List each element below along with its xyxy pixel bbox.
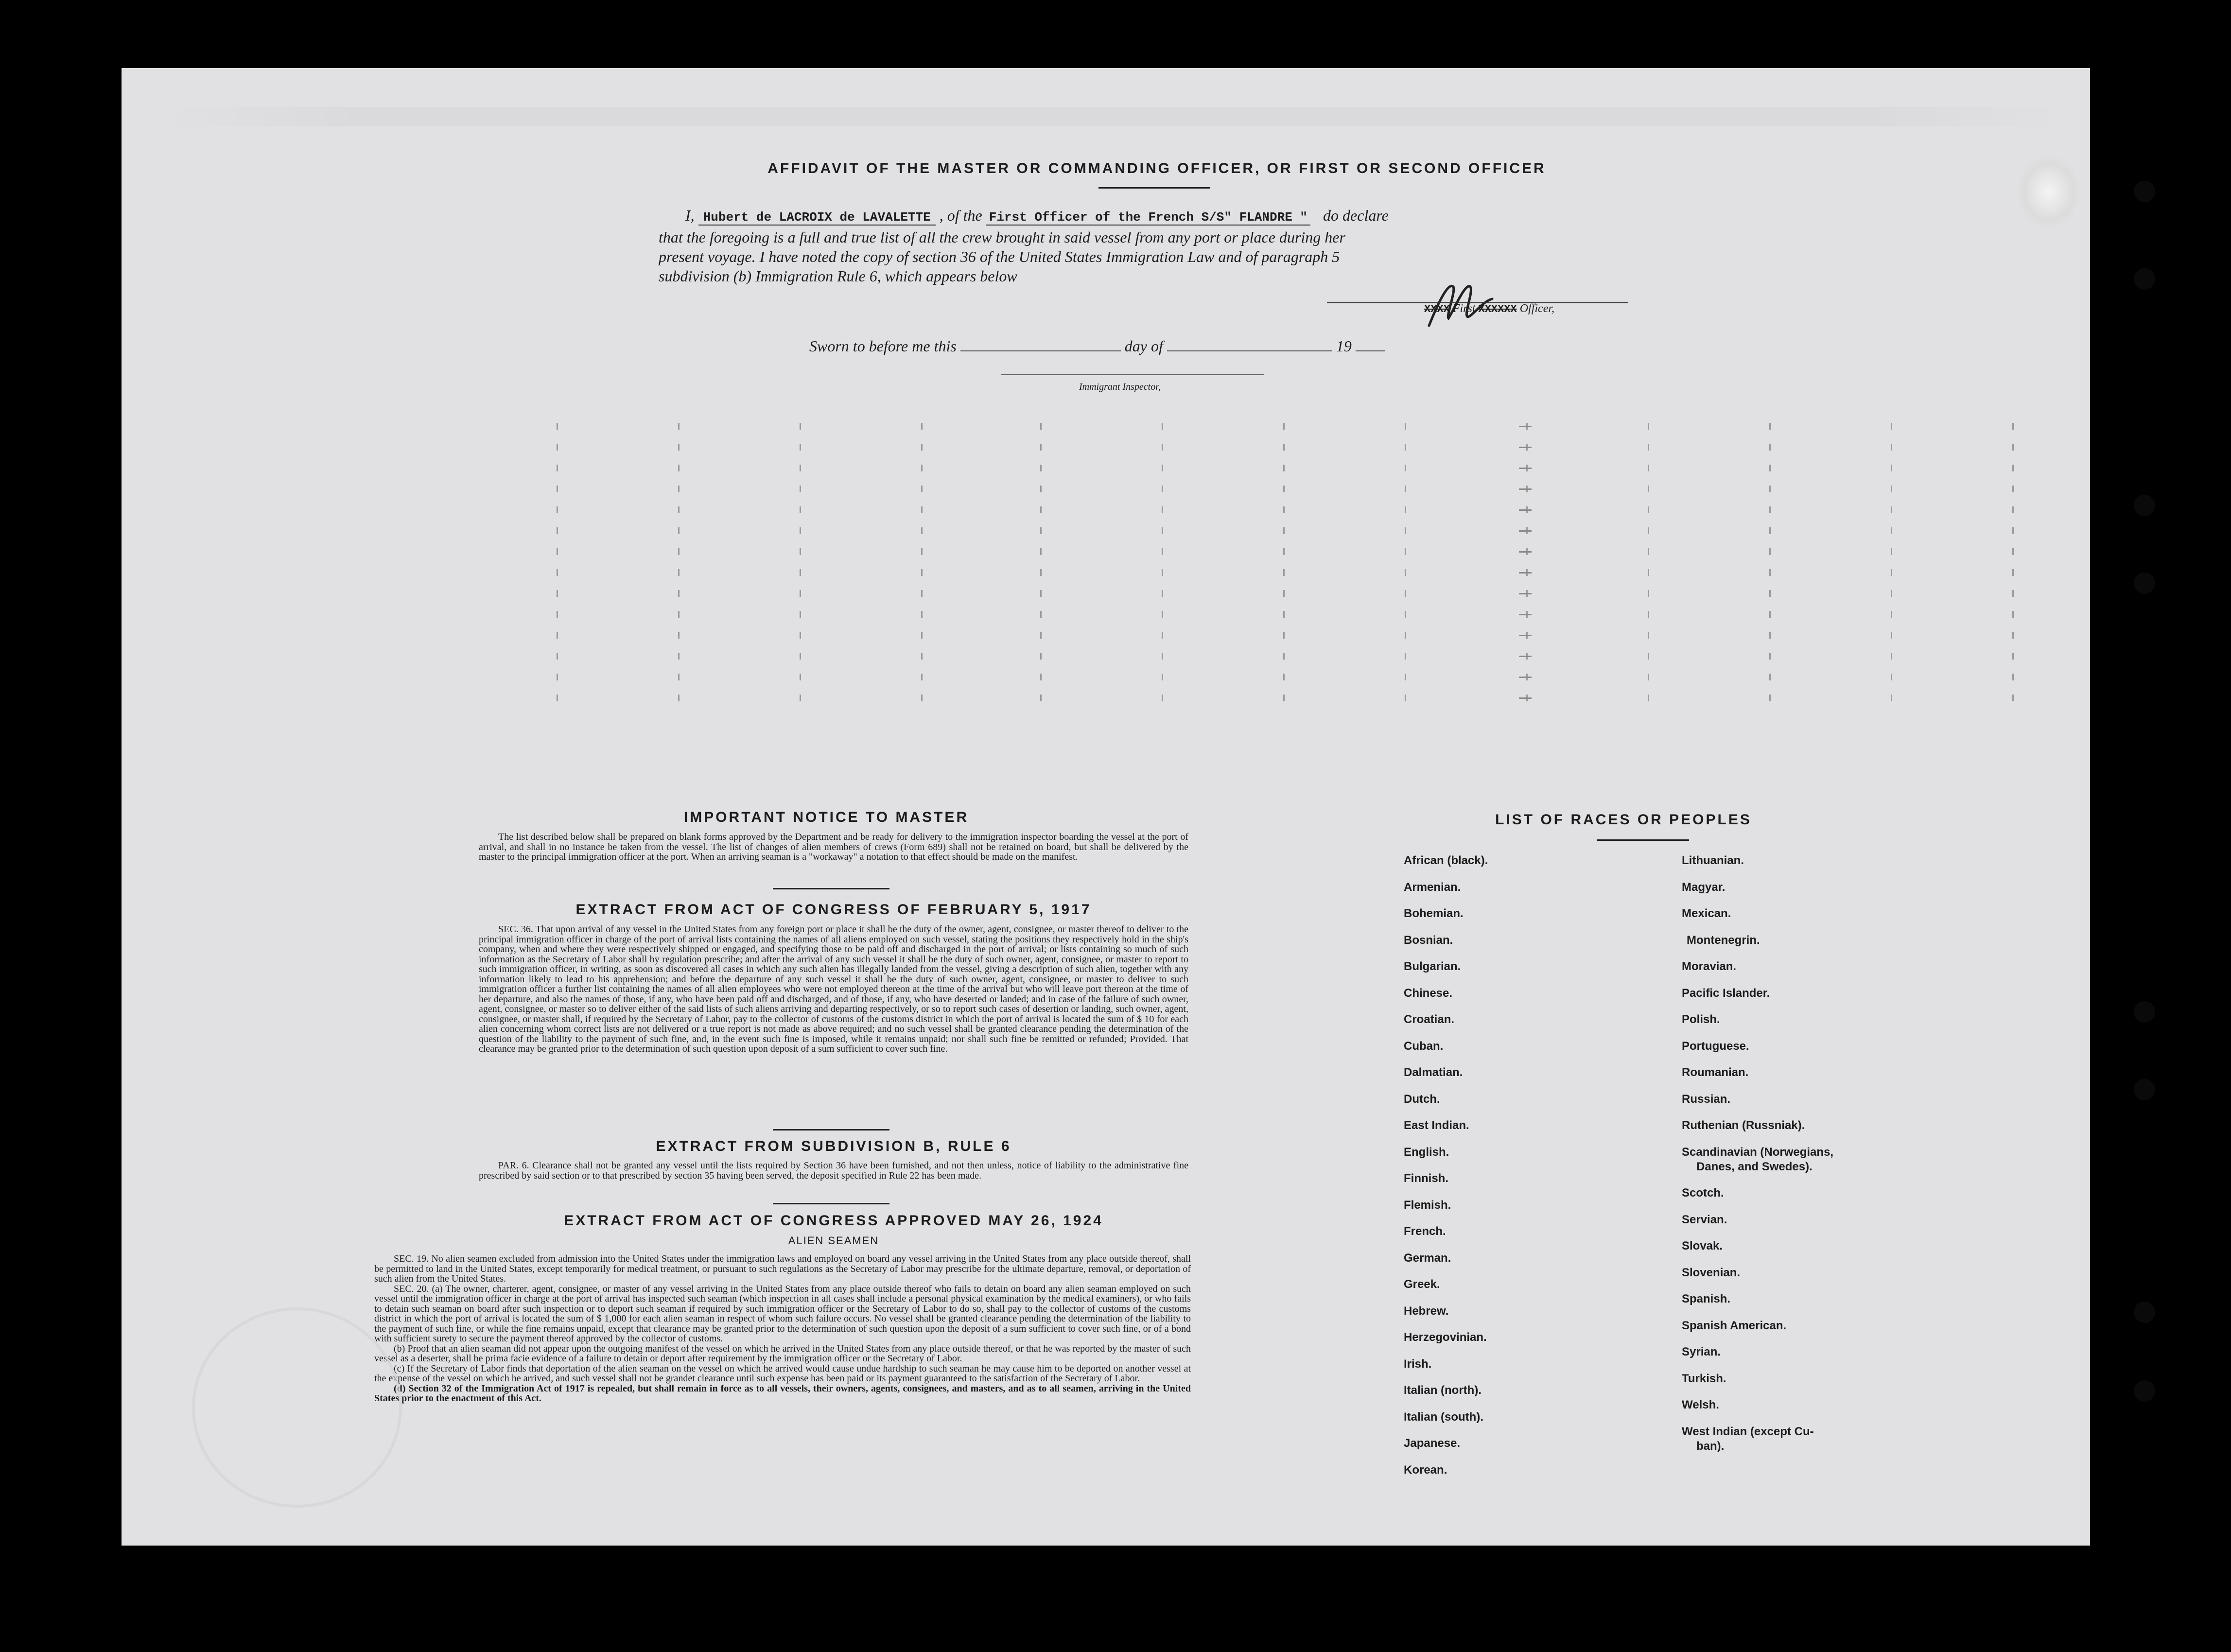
manifest-tick: [678, 423, 680, 430]
extract-1917-text: SEC. 36. That upon arrival of any vessel in the United States from any foreign port or place it shall be the duty of the owner, agent, consignee, or master thereof to deliver to the principal immigration officer in charge of the port of arrival lists containing the names of all aliens employed on such vessel, stating the positions they respectively hold in the ship's company, when and where they were respectively shipped or engaged, and specifying those to be paid off and discharged in the port of arrival; or lists containing so much of such information as the Secretary of Labor shall by regulation prescribe; and after the arrival of any such vessel it shall be the duty of such owner, agent, consignee, or master to report to such immigration officer, in writing, as soon as discovered all cases in which any such alien has illegally landed from the vessel, giving a description of such alien, together with any information likely to lead to his apprehension; and before the departure of any such vessel it shall be the duty of such owner, agent, consignee, or master to deliver to such immigration officer a further list containing the names of all alien employees who were not employed thereon at the time of the arrival but who will leave port thereon at the time of her departure, and also the names of those, if any, who have been paid off and discharged, and of those, if any, who have deserted or landed; and in case of the failure of such owner, agent, consignee, or master so to deliver either of the said lists of such aliens arriving and departing respectively, or so to report such cases of desertion or landing, such owner, agent, consignee, or master shall, if required by the Secretary of Labor, pay to the collector of customs of the customs district in which the port of arrival is located the sum of $ 10 for each alien concerning whom correct lists are not delivered or a true report is not made as above required; and no such vessel shall be granted clearance pending the determination of the question of the liability to the payment of such fine, and, in the event such fine is imposed, while it remains unpaid; nor shall such fine be remitted or refunded; Provided. That clearance may be granted prior to the determination of such question upon deposit of a sum sufficient to cover such fine.: [479, 924, 1188, 1054]
manifest-tick: [678, 569, 680, 576]
manifest-tick: [1283, 674, 1285, 680]
manifest-tick: [1283, 632, 1285, 639]
struck-word-1: XXXX: [1424, 303, 1450, 315]
manifest-tick: [1040, 590, 1042, 597]
extract-1924-subtitle: ALIEN SEAMEN: [788, 1235, 879, 1247]
manifest-tick: [921, 590, 923, 597]
manifest-tick: [2012, 611, 2014, 618]
manifest-tick: [1405, 695, 1406, 701]
race-item: Hebrew.: [1404, 1304, 1449, 1318]
manifest-tick: [800, 486, 801, 492]
manifest-tick: [1405, 632, 1406, 639]
manifest-tick: [1891, 653, 1892, 660]
manifest-tick: [1769, 695, 1771, 701]
manifest-tick: [1769, 444, 1771, 451]
manifest-tick: [1405, 674, 1406, 680]
manifest-tick: [800, 632, 801, 639]
manifest-tick: [1162, 527, 1163, 534]
manifest-tick: [557, 548, 558, 555]
manifest-tick: [1283, 527, 1285, 534]
manifest-tick: [800, 569, 801, 576]
race-item: Spanish.: [1682, 1292, 1731, 1305]
manifest-tick: [1405, 611, 1406, 618]
manifest-tick: [678, 548, 680, 555]
manifest-dash: [1519, 426, 1532, 427]
manifest-tick: [557, 486, 558, 492]
manifest-tick: [557, 444, 558, 451]
race-item: Scotch.: [1682, 1186, 1724, 1200]
manifest-tick: [1283, 611, 1285, 618]
manifest-tick: [678, 653, 680, 660]
race-item: Portuguese.: [1682, 1039, 1749, 1053]
race-item: Italian (north).: [1404, 1384, 1482, 1397]
manifest-tick: [1162, 674, 1163, 680]
manifest-tick: [921, 486, 923, 492]
manifest-tick: [1283, 506, 1285, 513]
notice-title: IMPORTANT NOTICE TO MASTER: [683, 809, 969, 825]
manifest-dash: [1519, 593, 1532, 594]
manifest-tick: [678, 590, 680, 597]
manifest-tick: [921, 423, 923, 430]
manifest-tick: [1648, 569, 1649, 576]
manifest-tick: [1648, 486, 1649, 492]
manifest-tick: [1769, 590, 1771, 597]
manifest-tick: [921, 465, 923, 471]
manifest-tick: [1648, 653, 1649, 660]
manifest-tick: [678, 527, 680, 534]
manifest-tick: [1405, 569, 1406, 576]
affidavit-line-2: that the foregoing is a full and true list of all the crew brought in said vessel from any port or place during her: [659, 228, 1345, 246]
manifest-dash: [1519, 447, 1532, 448]
manifest-tick: [557, 423, 558, 430]
manifest-tick: [1648, 674, 1649, 680]
manifest-tick: [1891, 548, 1892, 555]
manifest-tick: [2012, 674, 2014, 680]
race-item: Bosnian.: [1404, 933, 1453, 947]
struck-word-2: XXXXXX: [1478, 303, 1517, 315]
manifest-tick: [557, 653, 558, 660]
manifest-tick: [1162, 444, 1163, 451]
extract-1924-p1: SEC. 19. No alien seamen excluded from admission into the United States under the immigration laws and employed on board any vessel arriving in the United States from any place outside thereof, shall be permitted to land in the United States, except temporarily for medical treatment, or pursuant to such regulations as the Secretary of Labor may prescribe for the ultimate departure, removal, or deportation of such alien from the United States.: [374, 1253, 1191, 1284]
manifest-tick: [557, 695, 558, 701]
manifest-tick: [1648, 590, 1649, 597]
manifest-tick: [921, 653, 923, 660]
manifest-tick: [2012, 506, 2014, 513]
manifest-tick: [1283, 465, 1285, 471]
manifest-dash: [1519, 530, 1532, 532]
manifest-tick: [557, 590, 558, 597]
officer-first: First: [1452, 302, 1476, 315]
race-item: East Indian.: [1404, 1119, 1469, 1132]
race-item: Dutch.: [1404, 1092, 1440, 1106]
manifest-tick: [1648, 632, 1649, 639]
manifest-dash: [1519, 614, 1532, 615]
manifest-tick: [1648, 548, 1649, 555]
manifest-tick: [1891, 674, 1892, 680]
manifest-tick: [2012, 569, 2014, 576]
manifest-tick: [678, 611, 680, 618]
manifest-tick: [2012, 423, 2014, 430]
manifest-tick: [2012, 486, 2014, 492]
manifest-tick: [1283, 444, 1285, 451]
manifest-tick: [1648, 444, 1649, 451]
race-item: Bulgarian.: [1404, 960, 1461, 973]
race-item: Italian (south).: [1404, 1410, 1483, 1424]
manifest-tick: [800, 548, 801, 555]
manifest-tick: [800, 423, 801, 430]
inspector-label: Immigrant Inspector,: [1079, 382, 1161, 392]
race-item: German.: [1404, 1251, 1451, 1265]
manifest-tick: [800, 506, 801, 513]
manifest-tick: [1891, 527, 1892, 534]
race-item: Turkish.: [1682, 1372, 1726, 1385]
race-item: Slovak.: [1682, 1239, 1723, 1252]
manifest-tick: [1283, 653, 1285, 660]
manifest-tick: [1769, 569, 1771, 576]
race-item: Armenian.: [1404, 880, 1461, 894]
race-item: Polish.: [1682, 1013, 1720, 1026]
manifest-tick: [1405, 423, 1406, 430]
manifest-tick: [1162, 653, 1163, 660]
sworn-text: Sworn to before me this: [809, 337, 957, 355]
manifest-tick: [1162, 548, 1163, 555]
race-item: Scandinavian (Norwegians,: [1682, 1145, 1834, 1159]
manifest-tick: [1040, 444, 1042, 451]
extract-1924-p2: SEC. 20. (a) The owner, charterer, agent, consignee, or master of any vessel arriving in the United States from any place outside thereof who fails to detain on board any alien seaman employed on such vessel until the immigration officer in charge at the port of arrival has inspected such seaman (which inspection in all cases shall include a personal physical examination by the medical examiners), or who fails to detain such seaman on board after such inspection or to deport such seaman if required by such immigration officer or the Secretary of Labor to do so, shall pay to the collector of customs of the customs district in which the port of arrival is located the sum of $ 1,000 for each alien seaman in respect of whom such failure occurs. No vessel shall be granted clearance pending the determination of the liability to the payment of such fine, or while the fine remains unpaid, except that clearance may be granted prior to the determination of such question upon the deposit of a sum sufficient to cover such fine, or of a bond with sufficient surety to secure the payment thereof approved by the collector of customs.: [374, 1283, 1191, 1344]
manifest-tick: [2012, 444, 2014, 451]
race-item: Dalmatian.: [1404, 1066, 1463, 1079]
manifest-tick: [1891, 611, 1892, 618]
manifest-tick: [1891, 465, 1892, 471]
affidavit-of-the: , of the: [939, 207, 982, 224]
manifest-tick: [2012, 695, 2014, 701]
notice-text: The list described below shall be prepared on blank forms approved by the Department and be ready for delivery to the immigration inspector boarding the vessel at the port of arrival, and shall in no instance be taken from the vessel. The list of changes of alien members of crews (Form 689) shall not be retained on board, but shall be delivered by the master to the principal immigration officer at the port. When an arriving seaman is a "workaway" a notation to that effect should be made on the manifest.: [479, 832, 1188, 862]
manifest-tick: [1162, 569, 1163, 576]
races-title: LIST OF RACES OR PEOPLES: [1495, 812, 1752, 828]
extract-1917-title: EXTRACT FROM ACT OF CONGRESS OF FEBRUARY 5, 1917: [575, 902, 1092, 918]
manifest-tick: [2012, 653, 2014, 660]
manifest-dash: [1519, 656, 1532, 657]
manifest-tick: [1040, 653, 1042, 660]
manifest-tick: [1648, 695, 1649, 701]
race-item: Moravian.: [1682, 960, 1737, 973]
affidavit-i: I,: [685, 207, 695, 224]
manifest-tick: [1040, 486, 1042, 492]
manifest-dash: [1519, 697, 1532, 699]
manifest-tick: [1769, 465, 1771, 471]
manifest-tick: [1040, 506, 1042, 513]
manifest-tick: [1162, 506, 1163, 513]
manifest-tick: [921, 695, 923, 701]
manifest-tick: [1405, 653, 1406, 660]
manifest-tick: [1283, 569, 1285, 576]
manifest-tick: [800, 444, 801, 451]
race-item: ban).: [1696, 1439, 1725, 1453]
race-item: Welsh.: [1682, 1398, 1719, 1411]
extract-1924-body: [374, 1254, 1191, 1404]
race-item: Bohemian.: [1404, 907, 1464, 920]
manifest-dash: [1519, 572, 1532, 574]
manifest-tick: [2012, 590, 2014, 597]
manifest-tick: [921, 506, 923, 513]
race-item: Slovenian.: [1682, 1266, 1741, 1279]
manifest-tick: [1283, 590, 1285, 597]
manifest-tick: [1405, 444, 1406, 451]
manifest-tick: [678, 695, 680, 701]
manifest-tick: [800, 674, 801, 680]
manifest-tick: [800, 527, 801, 534]
race-item: Servian.: [1682, 1213, 1727, 1226]
sworn-year: 19: [1336, 337, 1352, 355]
race-item: Montenegrin.: [1687, 933, 1760, 947]
manifest-tick: [1162, 695, 1163, 701]
races-title-underline: [1597, 839, 1689, 841]
manifest-tick: [1162, 465, 1163, 471]
race-item: Irish.: [1404, 1357, 1432, 1371]
manifest-tick: [1040, 527, 1042, 534]
extract-1924-p4: (c) If the Secretary of Labor finds that deportation of the alien seaman on the vessel on which he arrived would cause undue hardship to such seaman he may cause him to be deported on another vessel at the expense of the vessel on which he arrived, and such vessel shall not be grandet clearance until such expense has been paid or its payment guaranteed to the satisfaction of the Secretary of Labor.: [374, 1363, 1191, 1384]
manifest-tick: [1891, 695, 1892, 701]
manifest-tick: [1648, 506, 1649, 513]
manifest-tick: [557, 569, 558, 576]
race-item: Herzegovinian.: [1404, 1331, 1487, 1344]
notice-divider: [773, 888, 889, 889]
manifest-tick: [921, 674, 923, 680]
race-item: Spanish American.: [1682, 1319, 1787, 1332]
race-item: Magyar.: [1682, 880, 1726, 894]
manifest-tick: [1891, 423, 1892, 430]
affidavit-line-3: present voyage. I have noted the copy of section 36 of the United States Immigration Law and of paragraph 5: [659, 248, 1340, 265]
manifest-tick: [1891, 632, 1892, 639]
race-item: Croatian.: [1404, 1013, 1455, 1026]
manifest-tick: [800, 611, 801, 618]
manifest-tick: [1769, 527, 1771, 534]
declarant-position: First Officer of the French S/S" FLANDRE ": [986, 210, 1310, 226]
manifest-tick: [1891, 444, 1892, 451]
extract-1924-p5: (d) Section 32 of the Immigration Act of 1917 is repealed, but shall remain in force as to all vessels, their owners, agents, consignees, and masters, and as to all seamen, arriving in the United States prior to the enactment of this Act.: [374, 1383, 1191, 1404]
manifest-tick: [1891, 506, 1892, 513]
manifest-tick: [1162, 423, 1163, 430]
manifest-tick: [1283, 486, 1285, 492]
manifest-tick: [678, 506, 680, 513]
race-item: French.: [1404, 1225, 1446, 1238]
manifest-tick: [678, 632, 680, 639]
race-item: Russian.: [1682, 1092, 1731, 1106]
manifest-tick: [1648, 527, 1649, 534]
manifest-tick: [1648, 465, 1649, 471]
faint-stamp: [192, 1307, 402, 1508]
manifest-tick: [1040, 569, 1042, 576]
manifest-tick: [1162, 611, 1163, 618]
manifest-tick: [2012, 465, 2014, 471]
manifest-tick: [1769, 611, 1771, 618]
manifest-tick: [1040, 465, 1042, 471]
manifest-tick: [1040, 423, 1042, 430]
manifest-tick: [1162, 632, 1163, 639]
sworn-day-of: day of: [1124, 337, 1163, 355]
manifest-tick: [1769, 486, 1771, 492]
manifest-tick: [1162, 590, 1163, 597]
manifest-tick: [800, 590, 801, 597]
race-item: Korean.: [1404, 1463, 1447, 1477]
manifest-tick: [2012, 548, 2014, 555]
manifest-tick: [1648, 611, 1649, 618]
manifest-tick: [1769, 653, 1771, 660]
manifest-dash: [1519, 677, 1532, 678]
manifest-dash: [1519, 551, 1532, 553]
manifest-tick: [678, 674, 680, 680]
manifest-tick: [557, 527, 558, 534]
manifest-tick: [1891, 590, 1892, 597]
manifest-tick: [678, 486, 680, 492]
race-item: Chinese.: [1404, 986, 1453, 1000]
race-item: Greek.: [1404, 1278, 1440, 1291]
manifest-tick: [1891, 486, 1892, 492]
manifest-tick: [921, 632, 923, 639]
manifest-tick: [1891, 569, 1892, 576]
manifest-dash: [1519, 488, 1532, 490]
manifest-tick: [557, 674, 558, 680]
manifest-tick: [1283, 423, 1285, 430]
affidavit-line-4: subdivision (b) Immigration Rule 6, which appears below: [659, 267, 1017, 285]
manifest-tick: [921, 527, 923, 534]
manifest-tick: [1040, 548, 1042, 555]
race-item: Syrian.: [1682, 1345, 1721, 1358]
manifest-tick: [1769, 632, 1771, 639]
manifest-tick: [800, 465, 801, 471]
manifest-tick: [921, 548, 923, 555]
manifest-tick: [557, 632, 558, 639]
race-item: Ruthenian (Russniak).: [1682, 1119, 1805, 1132]
manifest-dash: [1519, 509, 1532, 511]
manifest-tick: [1405, 486, 1406, 492]
manifest-tick: [1769, 423, 1771, 430]
manifest-tick: [2012, 632, 2014, 639]
affidavit-do-declare: do declare: [1323, 207, 1389, 224]
manifest-tick: [1405, 506, 1406, 513]
manifest-tick: [1769, 674, 1771, 680]
manifest-tick: [557, 465, 558, 471]
race-item: Flemish.: [1404, 1198, 1451, 1212]
manifest-tick: [678, 465, 680, 471]
manifest-tick: [1283, 548, 1285, 555]
race-item: Cuban.: [1404, 1039, 1444, 1053]
manifest-tick: [1040, 611, 1042, 618]
manifest-tick: [1283, 695, 1285, 701]
race-item: Lithuanian.: [1682, 854, 1744, 867]
manifest-tick: [921, 569, 923, 576]
manifest-tick: [921, 611, 923, 618]
manifest-dash: [1519, 635, 1532, 636]
manifest-tick: [1769, 506, 1771, 513]
manifest-tick: [800, 653, 801, 660]
manifest-tick: [1162, 486, 1163, 492]
manifest-tick: [921, 444, 923, 451]
manifest-tick: [678, 444, 680, 451]
manifest-tick: [800, 695, 801, 701]
rule6-divider: [773, 1203, 889, 1204]
race-item: Mexican.: [1682, 907, 1731, 920]
manifest-tick: [1040, 674, 1042, 680]
race-item: West Indian (except Cu-: [1682, 1425, 1814, 1438]
race-item: Japanese.: [1404, 1437, 1461, 1450]
manifest-tick: [1040, 695, 1042, 701]
manifest-tick: [1405, 548, 1406, 555]
extract-1924-title: EXTRACT FROM ACT OF CONGRESS APPROVED MAY 26, 1924: [564, 1213, 1103, 1229]
extract-1924-p3: (b) Proof that an alien seaman did not appear upon the outgoing manifest of the vessel on which he arrived in the United States from any place outside thereof, or that he was reported by the master of such vessel as a deserter, shall be prima facie evidence of a failure to detain or deport after requirement by the immigration officer or the Secretary of Labor.: [374, 1343, 1191, 1364]
officer-label: Officer,: [1519, 302, 1555, 315]
race-item: Roumanian.: [1682, 1066, 1749, 1079]
race-item: Pacific Islander.: [1682, 986, 1770, 1000]
manifest-dash: [1519, 468, 1532, 469]
manifest-tick: [2012, 527, 2014, 534]
manifest-tick: [1405, 590, 1406, 597]
manifest-tick: [1040, 632, 1042, 639]
race-item: English.: [1404, 1145, 1449, 1159]
manifest-tick: [557, 611, 558, 618]
affidavit-title: AFFIDAVIT OF THE MASTER OR COMMANDING OFFICER, OR FIRST OR SECOND OFFICER: [767, 160, 1546, 176]
race-item: Danes, and Swedes).: [1696, 1160, 1813, 1173]
manifest-tick: [1769, 548, 1771, 555]
declarant-name: Hubert de LACROIX de LAVALETTE: [698, 210, 936, 226]
rule6-title: EXTRACT FROM SUBDIVISION B, RULE 6: [656, 1138, 1011, 1154]
race-item: Finnish.: [1404, 1172, 1448, 1185]
extract-1917-divider: [773, 1129, 889, 1130]
manifest-tick: [1405, 527, 1406, 534]
manifest-tick: [1648, 423, 1649, 430]
race-item: African (black).: [1404, 854, 1488, 867]
rule6-text: PAR. 6. Clearance shall not be granted any vessel until the lists required by Section 36 have been furnished, and not then unless, notice of liability to the administrative fine prescribed by said section or to that prescribed by section 35 having been served, the deposit specified in Rule 22 has been made.: [479, 1160, 1188, 1181]
manifest-tick: [1405, 465, 1406, 471]
manifest-tick: [557, 506, 558, 513]
